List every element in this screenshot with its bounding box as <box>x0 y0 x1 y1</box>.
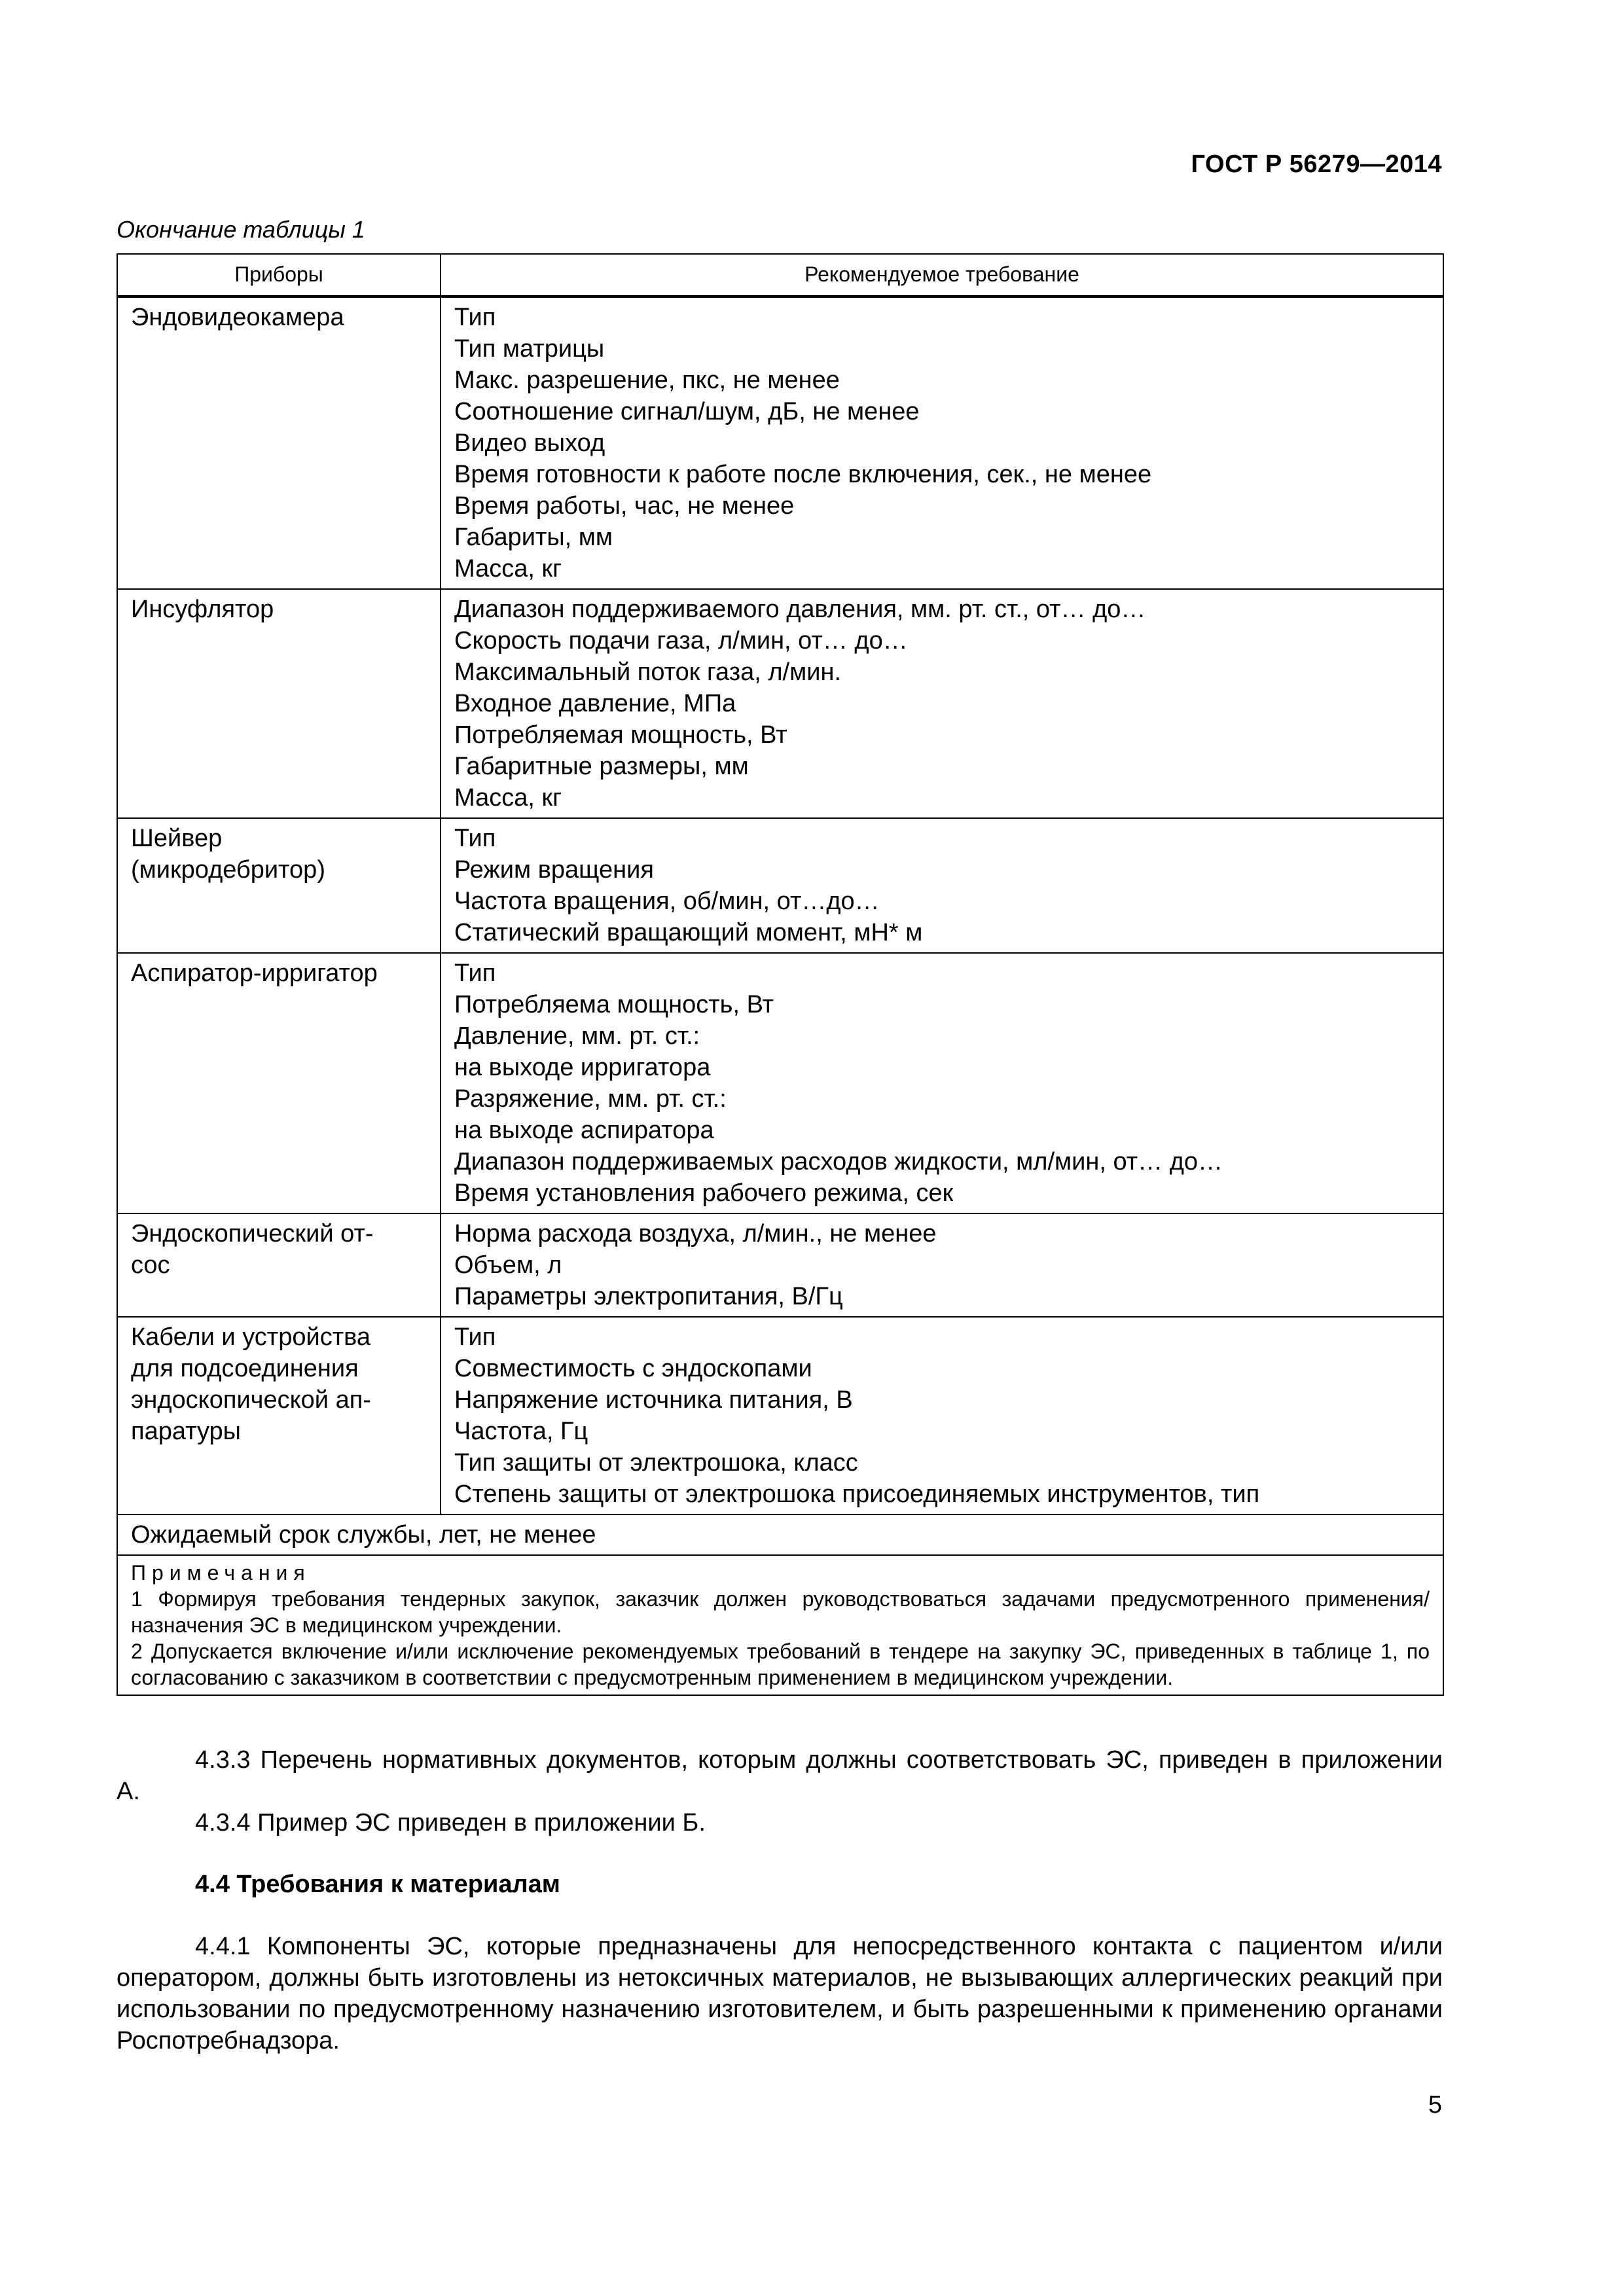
requirement-item: Напряжение источника питания, В <box>454 1386 853 1414</box>
device-name-cell: Аспиратор-ирригатор <box>117 953 441 1213</box>
requirement-item: на выходе ирригатора <box>454 1054 711 1081</box>
requirement-item: Тип <box>454 825 496 852</box>
table-row <box>117 818 1443 953</box>
requirement-item: Соотношение сигнал/шум, дБ, не менее <box>454 398 920 425</box>
requirements-cell <box>441 818 1443 953</box>
paragraph-4-3-3: 4.3.3 Перечень нормативных документов, которым должны соответствовать ЭС, приведен в приложении А. <box>117 1746 1443 1805</box>
note-item: 1 Формируя требования тендерных закупок, заказчик должен руководствоваться задачами предусмотренного применения/ назначения ЭС в медицинском учреждении. <box>131 1587 1430 1637</box>
column-header-devices: Приборы <box>117 254 441 296</box>
notes-cell <box>117 1555 1443 1695</box>
requirement-item: Совместимость с эндоскопами <box>454 1355 812 1382</box>
requirement-item: Габариты, мм <box>454 524 613 551</box>
requirements-cell <box>441 953 1443 1213</box>
requirement-item: Тип матрицы <box>454 335 605 363</box>
requirement-item: Диапазон поддерживаемых расходов жидкости, мл/мин, от… до… <box>454 1148 1223 1175</box>
page-number: 5 <box>1428 2091 1442 2119</box>
device-name-cell: Шейвер (микродебритор) <box>117 818 441 953</box>
requirements-cell <box>441 1213 1443 1317</box>
requirement-item: на выходе аспиратора <box>454 1117 714 1144</box>
device-name-cell: Эндовидеокамера <box>117 296 441 589</box>
table-body <box>117 296 1443 1515</box>
requirement-item: Тип <box>454 1323 496 1351</box>
device-name-cell: Инсуфлятор <box>117 589 441 818</box>
requirement-item: Масса, кг <box>454 784 562 812</box>
note-item: 2 Допускается включение и/или исключение рекомендуемых требований в тендере на закупку ЭС, приведенных в таблице 1, по согласованию с заказчиком в соответствии с предусмотренным применением в медицинском учреждении. <box>131 1640 1430 1689</box>
table-row <box>117 1213 1443 1317</box>
requirement-item: Габаритные размеры, мм <box>454 753 749 780</box>
notes-heading: Примечания <box>131 1561 311 1585</box>
service-life-cell: Ожидаемый срок службы, лет, не менее <box>117 1515 1443 1555</box>
table-row <box>117 296 1443 589</box>
requirements-cell <box>441 1317 1443 1515</box>
requirements-cell <box>441 296 1443 589</box>
table-header-row <box>117 254 1443 296</box>
requirements-table <box>117 253 1444 1696</box>
requirement-item: Масса, кг <box>454 555 562 583</box>
requirement-item: Режим вращения <box>454 856 654 884</box>
requirement-item: Потребляемая мощность, Вт <box>454 721 787 749</box>
requirement-item: Статический вращающий момент, мН* м <box>454 919 923 946</box>
table-row <box>117 953 1443 1213</box>
requirement-item: Тип <box>454 304 496 331</box>
requirement-item: Степень защиты от электрошока присоединяемых инструментов, тип <box>454 1480 1260 1508</box>
requirement-item: Параметры электропитания, В/Гц <box>454 1283 843 1310</box>
table-row <box>117 1317 1443 1515</box>
table-row <box>117 589 1443 818</box>
requirement-item: Максимальный поток газа, л/мин. <box>454 658 842 686</box>
requirement-item: Скорость подачи газа, л/мин, от… до… <box>454 627 908 655</box>
requirement-item: Входное давление, МПа <box>454 690 736 717</box>
requirement-item: Время готовности к работе после включения, сек., не менее <box>454 461 1152 488</box>
requirements-cell <box>441 589 1443 818</box>
requirement-item: Давление, мм. рт. ст.: <box>454 1022 700 1050</box>
requirement-item: Частота вращения, об/мин, от…до… <box>454 888 880 915</box>
requirement-item: Норма расхода воздуха, л/мин., не менее <box>454 1220 937 1247</box>
requirement-item: Макс. разрешение, пкс, не менее <box>454 367 840 394</box>
column-header-requirement: Рекомендуемое требование <box>441 254 1443 296</box>
requirement-item: Время установления рабочего режима, сек <box>454 1179 954 1207</box>
requirement-item: Время работы, час, не менее <box>454 492 795 520</box>
notes-row <box>117 1555 1443 1695</box>
requirement-item: Потребляема мощность, Вт <box>454 991 774 1018</box>
requirement-item: Тип защиты от электрошока, класс <box>454 1449 858 1477</box>
service-life-row <box>117 1515 1443 1555</box>
requirement-item: Диапазон поддерживаемого давления, мм. рт. ст., от… до… <box>454 596 1146 623</box>
requirement-item: Разряжение, мм. рт. ст.: <box>454 1085 727 1113</box>
paragraph-4-4-1: 4.4.1 Компоненты ЭС, которые предназначены для непосредственного контакта с пациентом и/или оператором, должны быть изготовлены из нетоксичных материалов, не вызывающих аллергических реакций при использовании по предусмотренному назначению изготовителем, и быть разрешенными к применению органами Роспотребнадзора. <box>117 1933 1443 2054</box>
standard-code: ГОСТ Р 56279—2014 <box>1191 151 1442 178</box>
requirement-item: Видео выход <box>454 429 605 457</box>
device-name-cell: Кабели и устройства для подсоединения эндоскопической ап- паратуры <box>117 1317 441 1515</box>
requirement-item: Частота, Гц <box>454 1418 588 1445</box>
requirement-item: Объем, л <box>454 1251 562 1279</box>
table-caption: Окончание таблицы 1 <box>117 216 365 243</box>
paragraph-4-3-4: 4.3.4 Пример ЭС приведен в приложении Б. <box>195 1809 706 1837</box>
requirement-item: Тип <box>454 960 496 987</box>
device-name-cell: Эндоскопический от- сос <box>117 1213 441 1317</box>
section-heading-4-4: 4.4 Требования к материалам <box>195 1871 560 1898</box>
